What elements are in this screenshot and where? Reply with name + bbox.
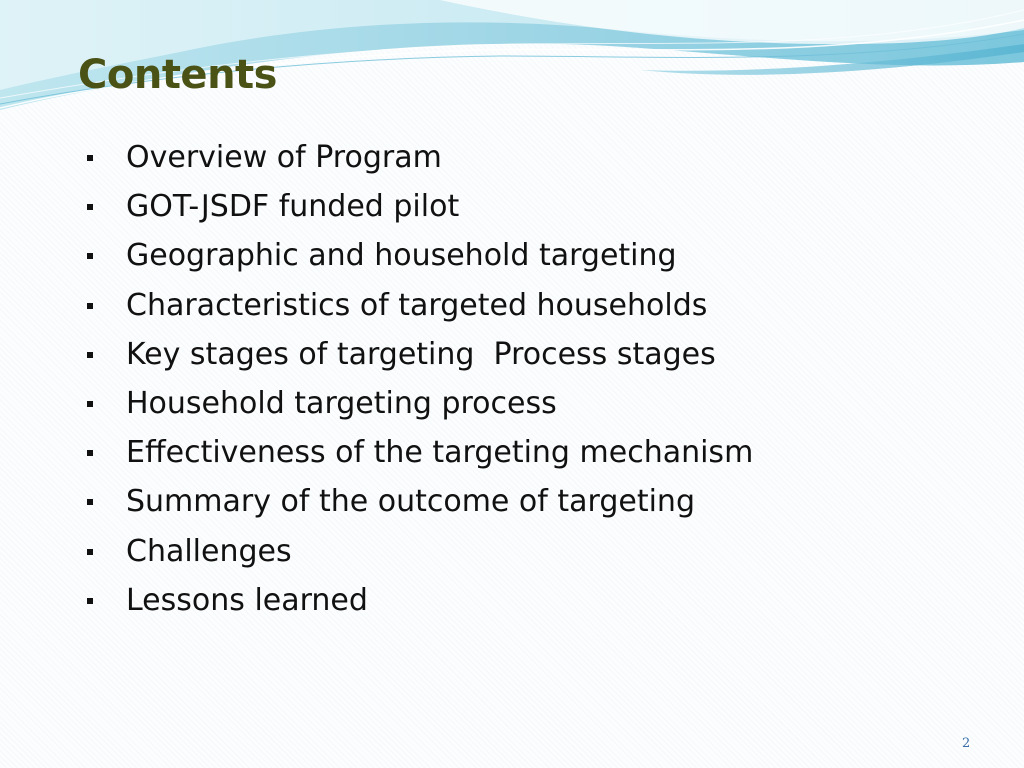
- list-item-text: Challenges: [126, 533, 292, 569]
- square-bullet-icon: [87, 549, 93, 555]
- list-item-text: GOT-JSDF funded pilot: [126, 189, 460, 225]
- square-bullet-icon: [87, 499, 93, 505]
- list-item: [84, 480, 695, 529]
- square-bullet-icon: [87, 253, 93, 259]
- square-bullet-icon: [87, 598, 93, 604]
- square-bullet-icon: [87, 204, 93, 210]
- contents-list: [84, 136, 754, 628]
- square-bullet-icon: [87, 401, 93, 407]
- list-item-text: Geographic and household targeting: [126, 238, 677, 274]
- list-item-text: Household targeting process: [126, 385, 557, 421]
- list-item: [84, 333, 716, 382]
- list-item-text: Characteristics of targeted households: [126, 287, 708, 323]
- list-item: [84, 185, 460, 234]
- list-item-text: Lessons learned: [126, 582, 368, 618]
- square-bullet-icon: [87, 303, 93, 309]
- list-item: [84, 234, 677, 283]
- list-item-text: Overview of Program: [126, 140, 442, 175]
- list-item: [84, 530, 292, 579]
- square-bullet-icon: [87, 352, 93, 358]
- list-item-text: Summary of the outcome of targeting: [126, 484, 695, 520]
- list-item: [84, 284, 708, 333]
- list-item-text: Effectiveness of the targeting mechanism: [126, 435, 754, 471]
- list-item: [84, 382, 557, 431]
- list-item: [84, 431, 754, 480]
- square-bullet-icon: [87, 155, 93, 161]
- slide-title: Contents: [78, 52, 277, 98]
- list-item-text: Key stages of targeting Process stages: [126, 336, 716, 372]
- square-bullet-icon: [87, 450, 93, 456]
- list-item: [84, 579, 368, 628]
- page-number: 2: [962, 736, 971, 751]
- list-item: [84, 136, 442, 185]
